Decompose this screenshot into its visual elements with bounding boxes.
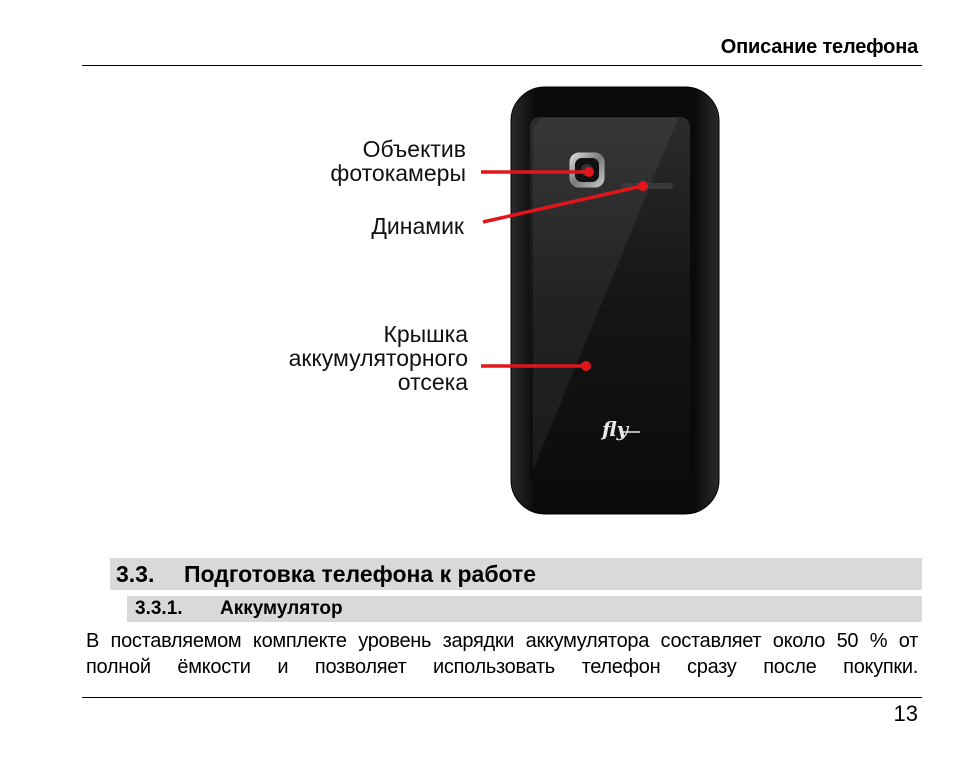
battery-cover-pointer-dot [581,361,591,371]
battery-label-line2: аккумуляторного [288,345,468,371]
body-paragraph: В поставляемом комплекте уровень зарядки аккумулятора составляет около 50 % от полной ёмкости и позволяет использовать телефон сразу после покупки. [86,630,918,678]
speaker-label-text: Динамик [371,213,464,239]
speaker-label [371,214,464,238]
camera-pointer-dot [584,167,594,177]
camera-label-line1: Объектив [362,136,466,162]
footer-divider [82,697,922,698]
subsection-number: 3.3.1. [135,598,183,619]
speaker-pointer-dot [638,181,648,191]
page-header-title: Описание телефона [720,36,918,58]
battery-label-line1: Крышка [383,321,468,347]
svg-text:fly: fly [602,417,629,441]
section-title: Подготовка телефона к работе [184,561,537,587]
battery-cover-label [289,322,468,394]
page-number: 13 [893,701,918,726]
camera-label [330,137,466,185]
subsection-heading [127,596,922,622]
battery-label-line3: отсека [397,369,468,395]
section-heading [110,558,922,590]
section-number: 3.3. [116,561,155,587]
camera-label-line2: фотокамеры [330,160,466,186]
subsection-title: Аккумулятор [220,598,343,619]
